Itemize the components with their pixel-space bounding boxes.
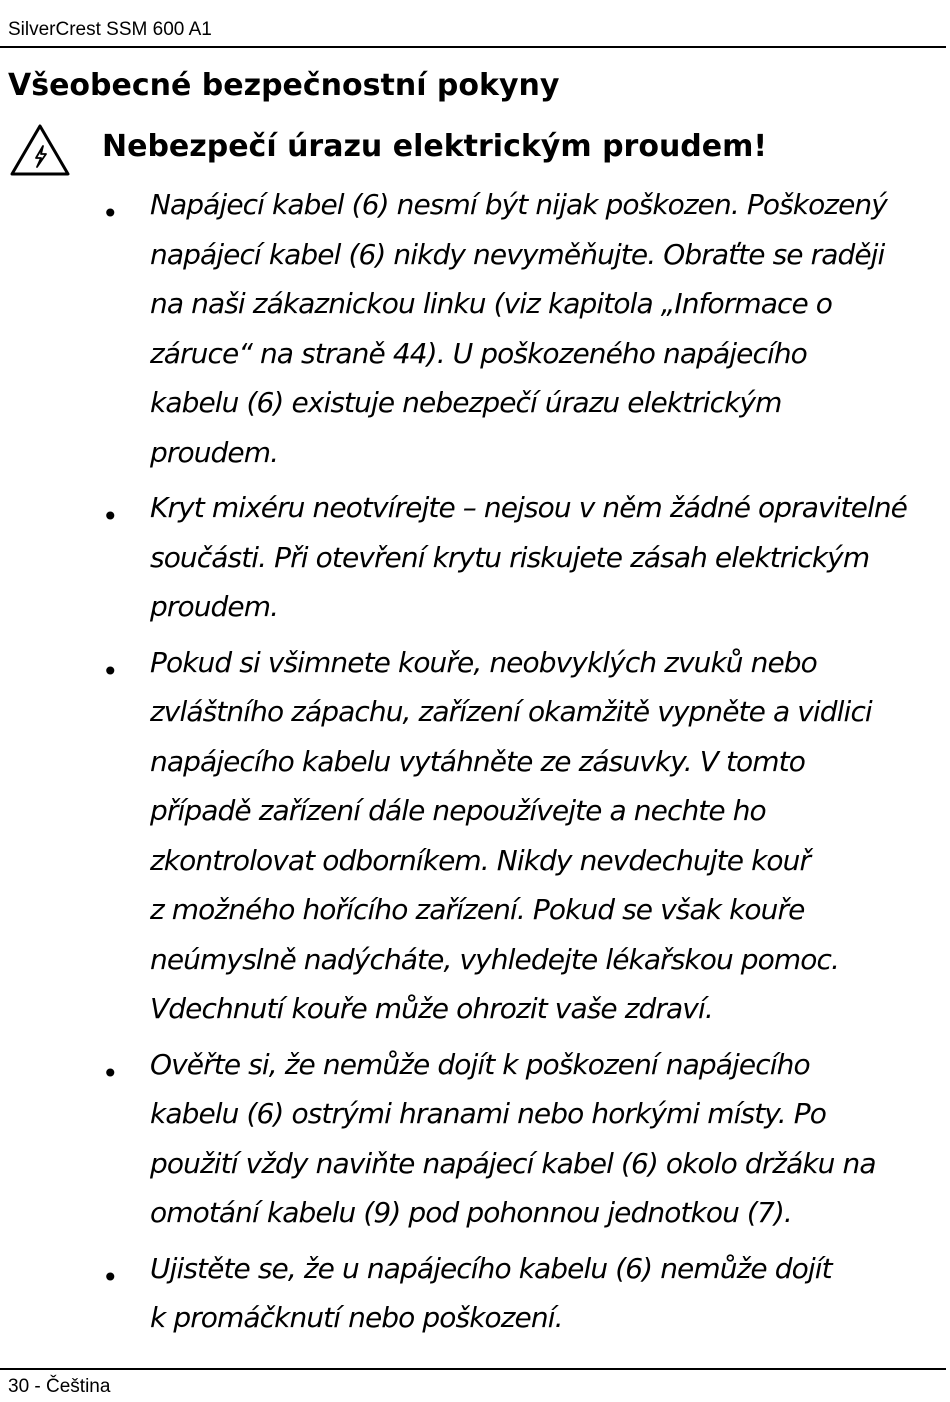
- list-item-line: na naši zákaznickou linku (viz kapitola „Informace o: [150, 287, 833, 320]
- list-item-line: Pokud si všimnete kouře, neobvyklých zvuků nebo: [150, 645, 817, 679]
- list-item: [0, 483, 946, 632]
- list-item-line: k promáčknutí nebo poškození.: [150, 1301, 563, 1334]
- electric-hazard-icon: [9, 123, 71, 177]
- list-item-line: Ověřte si, že nemůže dojít k poškození napájecího: [150, 1047, 810, 1081]
- list-item-line: Kryt mixéru neotvírejte – nejsou v něm žádné opravitelné: [150, 491, 908, 524]
- list-item: [0, 638, 946, 1034]
- list-item: [0, 1244, 946, 1343]
- list-item: [0, 180, 946, 477]
- safety-instructions-list: [0, 180, 946, 1349]
- list-item-line: neúmyslně nadýcháte, vyhledejte lékařskou pomoc.: [150, 942, 840, 976]
- list-item-line: zkontrolovat odborníkem. Nikdy nevdechujte kouř: [150, 843, 811, 877]
- bullet-icon: •: [102, 197, 119, 230]
- list-item: [0, 1040, 946, 1238]
- list-item-line: záruce“ na straně 44). U poškozeného napájecího: [150, 336, 807, 370]
- bullet-icon: •: [102, 654, 119, 688]
- header-rule: [0, 46, 946, 48]
- list-item-line: z možného hořícího zařízení. Pokud se však kouře: [150, 893, 805, 926]
- list-item-line: omotání kabelu (9) pod pohonnou jednotkou (7).: [150, 1196, 792, 1229]
- list-item-line: proudem.: [150, 435, 279, 469]
- bullet-icon: •: [102, 1056, 119, 1090]
- warning-title: Nebezpečí úrazu elektrickým proudem!: [102, 129, 768, 164]
- list-item-line: součásti. Při otevření krytu riskujete zásah elektrickým: [150, 540, 870, 574]
- bullet-icon: •: [102, 1260, 119, 1294]
- section-title: Všeobecné bezpečnostní pokyny: [8, 68, 560, 103]
- page-number: 30 - Čeština: [8, 1376, 111, 1397]
- list-item-line: zvláštního zápachu, zařízení okamžitě vypněte a vidlici: [150, 695, 872, 728]
- list-item-line: Vdechnutí kouře může ohrozit vaše zdraví.: [150, 992, 713, 1025]
- list-item-line: kabelu (6) ostrými hranami nebo horkými místy. Po: [150, 1097, 827, 1130]
- running-header: SilverCrest SSM 600 A1: [8, 19, 212, 40]
- list-item-line: proudem.: [150, 590, 279, 623]
- list-item-line: kabelu (6) existuje nebezpečí úrazu elektrickým: [150, 386, 782, 419]
- list-item-line: Napájecí kabel (6) nesmí být nijak poškozen. Poškozený: [150, 188, 887, 221]
- footer-rule: [0, 1368, 946, 1370]
- list-item-line: případě zařízení dále nepoužívejte a nechte ho: [150, 794, 766, 827]
- list-item-line: použití vždy naviňte napájecí kabel (6) okolo držáku na: [150, 1146, 876, 1180]
- bullet-icon: •: [102, 500, 119, 533]
- list-item-line: Ujistěte se, že u napájecího kabelu (6) nemůže dojít: [150, 1251, 832, 1285]
- list-item-line: napájecí kabel (6) nikdy nevyměňujte. Obraťte se raději: [150, 237, 885, 271]
- list-item-line: napájecího kabelu vytáhněte ze zásuvky. V tomto: [150, 744, 805, 778]
